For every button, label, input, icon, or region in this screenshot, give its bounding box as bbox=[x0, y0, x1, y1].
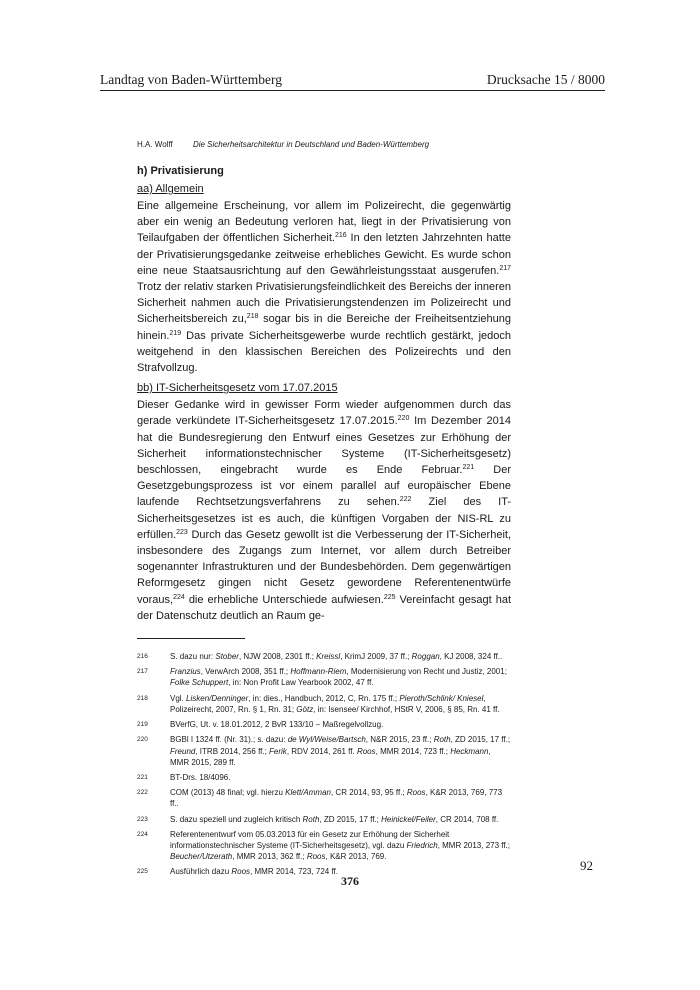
footnote-text-run: , VerwArch 2008, 351 ff.; bbox=[200, 667, 291, 677]
footnote-text bbox=[170, 829, 511, 863]
text-run: die erhebliche Unterschiede aufwiesen. bbox=[184, 593, 384, 606]
footnote-text-run: S. dazu speziell und zugleich kritisch bbox=[170, 814, 303, 824]
footnote-author: Götz bbox=[296, 704, 314, 714]
subsection-heading-a: aa) Allgemein bbox=[137, 183, 204, 195]
footnote-text-run: Vgl. bbox=[170, 693, 187, 703]
footnote-author: Pieroth/Schlink/ Kniesel bbox=[399, 693, 484, 703]
footnote-ref[interactable]: 222 bbox=[399, 496, 412, 504]
footnote-text-run: BT-Drs. 18/4096. bbox=[170, 772, 231, 782]
footnote-text-run: , ZD 2015, 17 ff.; bbox=[450, 735, 511, 745]
text-run: Eine allgemeine Erscheinung, vor allem im Polizeirecht, die gegenwärtig aber ein wenig an Bedeutung verloren hat, liegt in der Privatisierung von Teilaufgaben der öffentlichen Sicherheit. bbox=[137, 200, 511, 245]
footnote-ref[interactable]: 223 bbox=[176, 528, 188, 536]
footnote-author: Klett/Amman bbox=[285, 788, 331, 798]
footnote-text bbox=[170, 666, 511, 688]
footnote-author: Freund bbox=[170, 746, 196, 756]
footnote-rule bbox=[137, 638, 245, 639]
footnote-author: Hoffmann-Riem bbox=[290, 667, 347, 677]
paragraph-a bbox=[137, 198, 511, 376]
footnote-text-run: , KJ 2008, 324 ff.. bbox=[439, 652, 503, 662]
text-run: Ziel des IT-Sicherheitsgesetzes ist es auch, die künftigen Vorgaben der NIS-RL zu erfüllen. bbox=[137, 496, 511, 541]
header-rule bbox=[100, 90, 605, 91]
footnote-author: Heckmann bbox=[450, 746, 489, 756]
footnote-author: Roos bbox=[306, 852, 326, 862]
footnote-text bbox=[170, 772, 511, 783]
footnote-author: Folke Schuppert bbox=[170, 678, 229, 688]
footnote-text-run: , Modernisierung von Recht und Justiz, 2001; bbox=[346, 667, 507, 677]
footnote-text bbox=[170, 693, 511, 715]
footnote-text-run: , in: Non Profit Law Yearbook 2002, 47 ff. bbox=[228, 678, 374, 688]
footnote-text bbox=[170, 719, 511, 730]
footnote-text-run: , ITRB 2014, 256 ff.; bbox=[195, 746, 270, 756]
footnote-221 bbox=[137, 772, 511, 783]
footnote-218 bbox=[137, 693, 511, 715]
footnote-216 bbox=[137, 651, 511, 662]
text-run: Trotz der relativ starken Privatisierungsfeindlichkeit des Bereichs der inneren Sicherheit nahmen auch die Privatisierungstendenzen im Polizeirecht und Sicherheitsbereich zu, bbox=[137, 281, 511, 326]
footnote-author: Kreissl bbox=[316, 652, 341, 662]
footnote-text-run: , Polizeirecht, 2007, Rn. § 1, Rn. 31; bbox=[170, 693, 486, 714]
footnote-text-run: S. dazu nur: bbox=[170, 652, 216, 662]
footnote-223 bbox=[137, 814, 511, 825]
footnote-text-run: , CR 2014, 93, 95 ff.; bbox=[330, 788, 407, 798]
footnote-text-run: BGBl I 1324 ff. (Nr. 31).; s. dazu: bbox=[170, 735, 288, 745]
footnote-text-run: Referentenentwurf vom 05.03.2013 für ein Gesetz zur Erhöhung der Sicherheit informationstechnischer Systeme (IT-Sicherheitsgesetz), vgl. dazu bbox=[170, 829, 450, 850]
paragraph-b bbox=[137, 397, 511, 624]
text-run: Im Dezember 2014 hat die Bundesregierung den Entwurf eines Gesetzes zur Erhöhung der Sicherheit informationstechnischer Systeme (IT-Sicherheitsgesetz) beschlossen, eingebracht wurde es Ende Februar. bbox=[137, 415, 511, 477]
running-head bbox=[137, 140, 511, 149]
footnote-author: Beucher/Utzerath bbox=[170, 852, 233, 862]
text-run: sogar bis in die Bereiche der Freiheitsentziehung hinein. bbox=[137, 313, 511, 342]
footnote-number: 216 bbox=[137, 653, 148, 661]
footnote-ref[interactable]: 225 bbox=[383, 593, 396, 601]
footnote-ref[interactable]: 219 bbox=[169, 329, 182, 337]
footnote-text-run: COM (2013) 48 final; vgl. hierzu bbox=[170, 788, 286, 798]
footnote-text-run: , K&R 2013, 769, 773 ff.. bbox=[170, 788, 503, 809]
header-left: Landtag von Baden-Württemberg bbox=[100, 72, 282, 87]
footnote-220 bbox=[137, 734, 511, 768]
original-page-number: 376 bbox=[341, 874, 359, 888]
footnote-number: 217 bbox=[137, 668, 148, 676]
footnote-number: 219 bbox=[137, 721, 148, 729]
footnote-text-run: , MMR 2014, 723, 724 ff. bbox=[250, 867, 338, 877]
footnote-ref[interactable]: 218 bbox=[246, 313, 259, 321]
footnote-text-run: , in: dies., Handbuch, 2012, C, Rn. 175 ff.; bbox=[248, 693, 400, 703]
footnote-number: 225 bbox=[137, 868, 148, 876]
footnote-author: Heinickel/Feiler bbox=[381, 814, 436, 824]
footnote-author: Ferik bbox=[269, 746, 287, 756]
footnote-217 bbox=[137, 666, 511, 688]
text-run: Das private Sicherheitsgewerbe wurde rechtlich gestärkt, jedoch weitgehend in den klassischen Bereichen des Polizeirechts und den Strafvollzug. bbox=[137, 329, 511, 375]
footnote-author: de Wyl/Weise/Bartsch bbox=[287, 735, 366, 745]
footnote-text bbox=[170, 814, 511, 825]
footnote-text-run: , KrimJ 2009, 37 ff.; bbox=[340, 652, 412, 662]
footnote-text-run: BVerfG, Ut. v. 18.01.2012, 2 BvR 133/10 – Maßregelvollzug. bbox=[170, 720, 384, 730]
page-content bbox=[137, 140, 511, 882]
footnote-author: Roth bbox=[302, 814, 320, 824]
footnote-author: Roos bbox=[406, 788, 426, 798]
header-right: Drucksache 15 / 8000 bbox=[486, 72, 605, 87]
footnote-number: 220 bbox=[137, 736, 148, 744]
text-run: Durch das Gesetz gewollt ist die Verbesserung der IT-Sicherheit, insbesondere des Zugangs zum Internet, vor allem durch Betreiber sogenannter Infrastrukturen und der Bundesbehörden. Dem gegenwärtigen Reformgesetz gingen nicht Gesetz gewordene Referentenentwürfe voraus, bbox=[137, 528, 511, 606]
footnote-text bbox=[170, 734, 511, 768]
footnote-ref[interactable]: 217 bbox=[499, 264, 511, 272]
footnote-text-run: , MMR 2013, 362 ff.; bbox=[232, 852, 307, 862]
footnote-225 bbox=[137, 866, 511, 877]
footnote-text-run: , RDV 2014, 261 ff. bbox=[286, 746, 357, 756]
footnote-ref[interactable]: 216 bbox=[334, 232, 347, 240]
footnotes bbox=[137, 651, 511, 877]
footnote-text-run: , MMR 2015, 289 ff. bbox=[170, 746, 491, 767]
text-run: Vereinfacht gesagt hat der Datenschutz deutlich an Raum ge- bbox=[137, 593, 512, 622]
footnote-author: Roos bbox=[231, 867, 251, 877]
section-heading: h) Privatisierung bbox=[137, 165, 224, 177]
text-run: Der Gesetzgebungsprozess ist vor einem parallel auf europäischer Ebene laufende Rechtsetzungsverfahrens zu sehen. bbox=[137, 464, 511, 509]
footnote-text-run: , N&R 2015, 23 ff.; bbox=[365, 735, 434, 745]
footnote-number: 218 bbox=[137, 694, 148, 702]
footnote-text bbox=[170, 787, 511, 809]
footnote-text bbox=[170, 651, 511, 662]
footnote-text-run: , K&R 2013, 769. bbox=[325, 852, 387, 862]
footnote-author: Friedrich bbox=[406, 840, 438, 850]
footnote-ref[interactable]: 224 bbox=[173, 593, 185, 601]
footnote-text-run: , MMR 2014, 723 ff.; bbox=[375, 746, 451, 756]
footnote-author: Franzius bbox=[170, 667, 201, 677]
footnote-author: Lisken/Denninger bbox=[186, 693, 249, 703]
footnote-number: 222 bbox=[137, 789, 148, 797]
footnote-text-run: , ZD 2015, 17 ff.; bbox=[319, 814, 382, 824]
footnote-author: Roos bbox=[356, 746, 376, 756]
footnote-219 bbox=[137, 719, 511, 730]
footnote-author: Stober bbox=[215, 652, 239, 662]
footnote-text-run: , MMR 2013, 273 ff.; bbox=[437, 840, 511, 850]
footnote-text-run: , in: Isensee/ Kirchhof, HStR V, 2006, § 85, Rn. 41 ff. bbox=[313, 704, 500, 714]
text-run: Dieser Gedanke wird in gewisser Form wieder aufgenommen durch das gerade verkündete IT-Sicherheitsgesetz 17.07.2015. bbox=[137, 399, 511, 428]
footnote-ref[interactable]: 221 bbox=[462, 464, 475, 472]
running-head-title: Die Sicherheitsarchitektur in Deutschland und Baden-Württemberg bbox=[192, 140, 430, 149]
footnote-ref[interactable]: 220 bbox=[397, 415, 410, 423]
footnote-author: Roggan bbox=[411, 652, 440, 662]
footnote-number: 223 bbox=[137, 815, 148, 823]
footnote-number: 221 bbox=[137, 773, 148, 781]
footnote-author: Roth bbox=[433, 735, 451, 745]
running-head-author: H.A. Wolff bbox=[137, 140, 173, 149]
footnote-text-run: , CR 2014, 708 ff. bbox=[435, 814, 499, 824]
subsection-heading-b: bb) IT-Sicherheitsgesetz vom 17.07.2015 bbox=[137, 382, 338, 395]
footnote-number: 224 bbox=[137, 830, 148, 838]
footnote-222 bbox=[137, 787, 511, 809]
footnote-text-run: Ausführlich dazu bbox=[170, 867, 232, 877]
page-number: 92 bbox=[580, 858, 593, 873]
footnote-224 bbox=[137, 829, 511, 863]
footnote-text-run: , NJW 2008, 2301 ff.; bbox=[238, 652, 317, 662]
text-run: In den letzten Jahrzehnten hatte der Privatisierungsgedanke zeitweise erhebliches Gewicht. Es wurde schon eine neue Staatsausrichtung auf den Gewährleistungsstaat ausgerufen. bbox=[137, 232, 511, 277]
